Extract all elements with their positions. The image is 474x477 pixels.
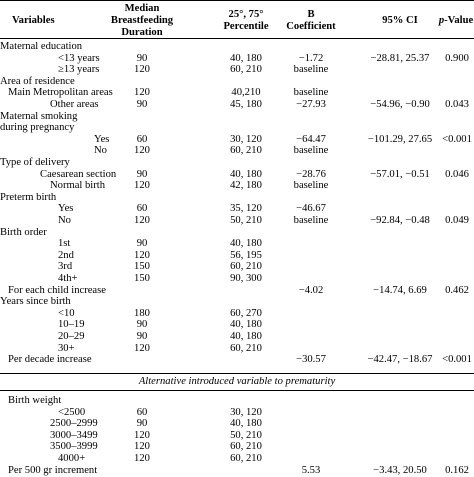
cell-b-coefficient: 5.53 — [301, 464, 321, 476]
cell-variable: 3000–3499 — [50, 429, 98, 441]
cell-p-value: 0.900 — [445, 52, 469, 64]
cell-median: 60 — [136, 203, 148, 215]
cell-median: 90 — [136, 418, 148, 430]
table-row — [0, 261, 474, 273]
cell-ci: −101.29, 27.65 — [367, 133, 433, 145]
table-row — [0, 64, 474, 76]
cell-median: 120 — [134, 342, 150, 354]
cell-variable: 2nd — [58, 249, 74, 261]
cell-percentile: 40, 180 — [230, 52, 262, 64]
cell-variable: Maternal smoking — [0, 110, 78, 122]
cell-median: 150 — [134, 273, 150, 284]
cell-percentile: 56, 195 — [230, 249, 262, 261]
header-median-line3: Duration — [121, 27, 163, 38]
table-row — [0, 407, 474, 419]
table-row — [0, 53, 474, 65]
table-row — [0, 227, 474, 239]
header-median-line2: Breastfeeding — [110, 15, 174, 26]
cell-median: 120 — [134, 180, 150, 192]
cell-variable: 2500–2999 — [50, 418, 98, 430]
cell-variable: 20–29 — [58, 331, 85, 342]
cell-percentile: 60, 210 — [230, 453, 262, 464]
cell-median: 120 — [134, 64, 150, 76]
cell-percentile: 60, 210 — [230, 261, 262, 273]
table-row — [0, 273, 474, 285]
cell-percentile: 40, 180 — [230, 238, 262, 250]
cell-percentile: 90, 300 — [230, 273, 262, 284]
cell-p-value: <0.001 — [442, 354, 472, 366]
cell-percentile: 60, 210 — [230, 145, 262, 157]
cell-median: 120 — [134, 87, 150, 99]
cell-variable: Area of residence — [0, 75, 75, 87]
table-row — [0, 441, 474, 453]
cell-variable: Yes — [58, 203, 74, 215]
cell-median: 120 — [134, 429, 150, 441]
cell-percentile: 40, 180 — [230, 319, 262, 331]
cell-p-value: 0.162 — [445, 464, 469, 476]
cell-b-coefficient: baseline — [293, 145, 329, 157]
header-p-rest: -Value — [444, 15, 474, 26]
cell-variable: Years since birth — [0, 296, 71, 308]
cell-variable: Birth weight — [8, 395, 62, 406]
cell-variable: Maternal education — [0, 41, 83, 52]
table-row — [0, 157, 474, 169]
table-row — [0, 308, 474, 320]
cell-p-value: <0.001 — [442, 133, 472, 145]
cell-percentile: 40,210 — [231, 87, 261, 99]
cell-variable: ≥13 years — [58, 64, 100, 76]
cell-variable: Main Metropolitan areas — [8, 87, 113, 99]
cell-ci: −42.47, −18.67 — [367, 354, 433, 366]
cell-percentile: 35, 120 — [230, 203, 262, 215]
table-row — [0, 238, 474, 250]
cell-b-coefficient: −30.57 — [296, 354, 326, 366]
cell-b-coefficient: baseline — [293, 180, 329, 192]
table-header — [0, 3, 474, 39]
table-row — [0, 343, 474, 355]
table-row — [0, 331, 474, 343]
cell-p-value: 0.049 — [445, 215, 469, 226]
header-ci: 95% CI — [382, 15, 418, 26]
section-note: Alternative introduced variable to prematurity — [138, 376, 336, 387]
cell-b-coefficient: −46.67 — [296, 203, 326, 215]
cell-median: 120 — [134, 215, 150, 226]
table-row — [0, 134, 474, 146]
table-row — [0, 465, 474, 477]
cell-b-coefficient: −1.72 — [298, 52, 324, 64]
table-row — [0, 296, 474, 308]
header-percentile-line1: 25°, 75° — [228, 9, 264, 20]
header-variables: Variables — [12, 15, 55, 26]
cell-variable: 10–19 — [58, 319, 85, 331]
cell-variable: Other areas — [50, 99, 99, 110]
table-row — [0, 87, 474, 99]
cell-variable: Normal birth — [50, 180, 106, 192]
cell-b-coefficient: −27.93 — [296, 99, 326, 110]
cell-variable: No — [58, 215, 71, 226]
cell-percentile: 45, 180 — [230, 99, 262, 110]
header-p-value — [436, 15, 474, 27]
cell-median: 120 — [134, 441, 150, 453]
cell-b-coefficient: baseline — [293, 64, 329, 76]
cell-variable: No — [94, 145, 107, 157]
cell-median: 120 — [134, 453, 150, 464]
header-b-coefficient — [276, 9, 346, 33]
cell-ci: −14.74, 6.69 — [373, 284, 427, 296]
cell-variable: Birth order — [0, 226, 47, 238]
cell-median: 90 — [136, 168, 148, 180]
top-rule — [0, 0, 474, 1]
cell-variable: <13 years — [58, 52, 100, 64]
table-row — [0, 354, 474, 366]
table-row — [0, 169, 474, 181]
cell-variable: Type of delivery — [0, 157, 70, 168]
cell-p-value: 0.043 — [445, 99, 469, 110]
header-percentile — [206, 9, 286, 33]
cell-variable: 3500–3999 — [50, 441, 98, 453]
cell-ci: −3.43, 20.50 — [373, 464, 427, 476]
cell-median: 90 — [136, 331, 148, 342]
table-row — [0, 319, 474, 331]
table-row — [0, 215, 474, 227]
cell-percentile: 60, 210 — [230, 441, 262, 453]
table-row — [0, 250, 474, 262]
cell-variable: 3rd — [58, 261, 73, 273]
table-row — [0, 41, 474, 53]
cell-variable: Caesarean section — [40, 168, 117, 180]
cell-percentile: 50, 210 — [230, 429, 262, 441]
table-row — [0, 203, 474, 215]
cell-variable: 4th+ — [58, 273, 78, 284]
header-percentile-line2: Percentile — [223, 21, 269, 32]
header-b-line1: B — [307, 9, 315, 20]
cell-variable: <10 — [58, 307, 75, 319]
cell-median: 120 — [134, 145, 150, 157]
cell-p-value: 0.046 — [445, 168, 469, 180]
cell-percentile: 42, 180 — [230, 180, 262, 192]
cell-percentile: 40, 180 — [230, 418, 262, 430]
table-row — [0, 76, 474, 88]
cell-percentile: 40, 180 — [230, 331, 262, 342]
table-row — [0, 122, 474, 134]
cell-percentile: 30, 120 — [230, 133, 262, 145]
section-rule-top — [0, 373, 474, 374]
header-rule — [0, 38, 474, 39]
table-row — [0, 180, 474, 192]
cell-b-coefficient: −4.02 — [298, 284, 324, 296]
cell-median: 150 — [134, 261, 150, 273]
cell-variable: For each child increase — [8, 284, 106, 296]
cell-median: 60 — [136, 406, 148, 418]
header-median — [102, 3, 182, 39]
section-rule-bottom — [0, 390, 474, 391]
cell-variable: Preterm birth — [0, 191, 57, 203]
cell-median: 120 — [134, 249, 150, 261]
table-row — [0, 145, 474, 157]
table-row — [0, 99, 474, 111]
table-row — [0, 418, 474, 430]
cell-median: 90 — [136, 319, 148, 331]
cell-median: 60 — [136, 133, 148, 145]
table-row — [0, 430, 474, 442]
cell-b-coefficient: baseline — [293, 215, 329, 226]
table-row — [0, 453, 474, 465]
header-median-line1: Median — [124, 3, 160, 14]
cell-percentile: 60, 210 — [230, 342, 262, 354]
cell-variable: Yes — [94, 133, 110, 145]
cell-ci: −92.84, −0.48 — [370, 215, 430, 226]
cell-ci: −54.96, −0.90 — [370, 99, 430, 110]
table-row — [0, 111, 474, 123]
cell-b-coefficient: baseline — [293, 87, 329, 99]
cell-variable: <2500 — [58, 406, 86, 418]
cell-variable: 30+ — [58, 342, 75, 354]
table-row — [0, 285, 474, 297]
table-row — [0, 192, 474, 204]
cell-variable: Per 500 gr increment — [8, 464, 98, 476]
cell-ci: −28.81, 25.37 — [370, 52, 430, 64]
cell-percentile: 60, 270 — [230, 307, 262, 319]
cell-median: 90 — [136, 52, 148, 64]
cell-percentile: 40, 180 — [230, 168, 262, 180]
cell-variable: 1st — [58, 238, 71, 250]
cell-median: 90 — [136, 238, 148, 250]
cell-percentile: 50, 210 — [230, 215, 262, 226]
cell-ci: −57.01, −0.51 — [370, 168, 430, 180]
header-p-italic: p — [438, 15, 445, 26]
cell-b-coefficient: −28.76 — [296, 168, 326, 180]
cell-percentile: 60, 210 — [230, 64, 262, 76]
cell-variable: Per decade increase — [8, 354, 92, 366]
cell-percentile: 30, 120 — [230, 406, 262, 418]
header-b-line2: Coefficient — [286, 21, 336, 32]
cell-p-value: 0.462 — [445, 284, 469, 296]
cell-b-coefficient: −64.47 — [296, 133, 326, 145]
cell-variable: 4000+ — [58, 453, 86, 464]
cell-variable: during pregnancy — [0, 122, 75, 134]
cell-median: 180 — [134, 307, 150, 319]
table-row — [0, 395, 474, 407]
cell-median: 90 — [136, 99, 148, 110]
